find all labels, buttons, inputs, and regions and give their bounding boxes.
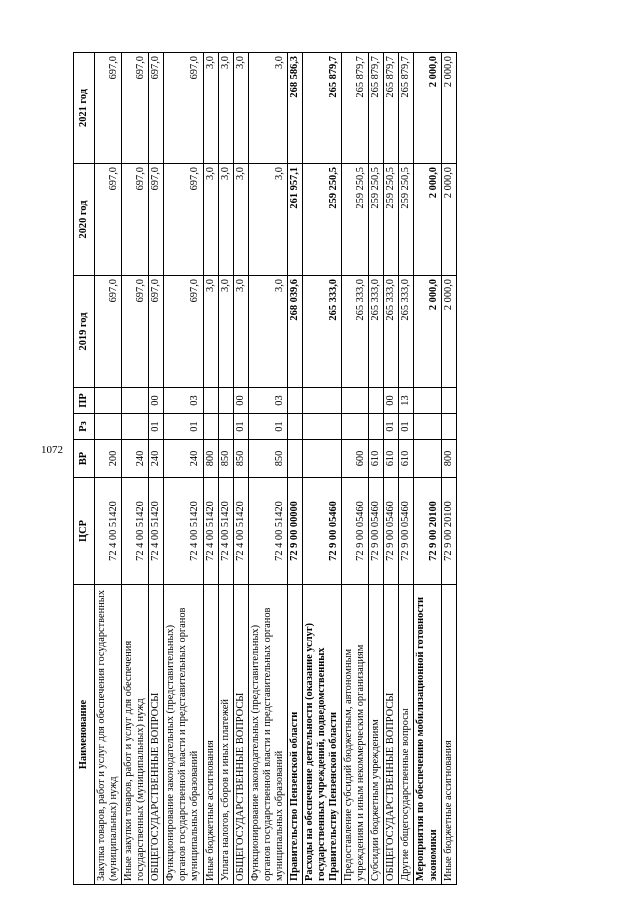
cell-2021: 3,0: [248, 53, 287, 164]
cell-2020: 3,0: [218, 164, 233, 276]
cell-name: Субсидии бюджетным учреждениям: [369, 585, 384, 885]
cell-vr: [302, 440, 341, 478]
cell-pr: [302, 388, 341, 414]
cell-vr: [287, 440, 302, 478]
cell-2021: 265 879,7: [384, 53, 399, 164]
cell-name: ОБЩЕГОСУДАРСТВЕННЫЕ ВОПРОСЫ: [384, 585, 399, 885]
cell-2019: 697,0: [122, 276, 149, 388]
cell-pr: [122, 388, 149, 414]
cell-vr: 610: [399, 440, 414, 478]
cell-name: Закупка товаров, работ и услуг для обеспечения государственных (муниципальных) нужд: [95, 585, 122, 885]
cell-name: Иные бюджетные ассигнования: [441, 585, 456, 885]
cell-pr: 00: [233, 388, 248, 414]
cell-2020: 259 250,5: [399, 164, 414, 276]
table-row: [203, 53, 218, 885]
cell-rz: 01: [233, 414, 248, 440]
cell-2019: 3,0: [233, 276, 248, 388]
cell-vr: 610: [384, 440, 399, 478]
cell-vr: 850: [248, 440, 287, 478]
cell-2020: 697,0: [122, 164, 149, 276]
cell-2021: 2 000,0: [441, 53, 456, 164]
cell-csr: 72 4 00 51420: [95, 478, 122, 585]
cell-rz: [302, 414, 341, 440]
cell-2021: 265 879,7: [302, 53, 341, 164]
table-row: [441, 53, 456, 885]
cell-rz: 01: [384, 414, 399, 440]
cell-2021: 3,0: [203, 53, 218, 164]
cell-2019: 2 000,0: [414, 276, 441, 388]
cell-pr: [342, 388, 369, 414]
cell-csr: 72 4 00 51420: [149, 478, 164, 585]
cell-pr: 13: [399, 388, 414, 414]
budget-table: [73, 52, 457, 885]
cell-2019: 265 333,0: [302, 276, 341, 388]
cell-pr: [287, 388, 302, 414]
table-row: [164, 53, 203, 885]
cell-pr: 03: [248, 388, 287, 414]
cell-2020: 697,0: [149, 164, 164, 276]
header-csr: ЦСР: [74, 478, 95, 585]
cell-2021: 265 879,7: [342, 53, 369, 164]
cell-name: Уплата налогов, сборов и иных платежей: [218, 585, 233, 885]
cell-name: Другие общегосударственные вопросы: [399, 585, 414, 885]
table-row: [233, 53, 248, 885]
cell-csr: 72 9 00 00000: [287, 478, 302, 585]
cell-csr: 72 9 00 05460: [369, 478, 384, 585]
cell-2020: 2 000,0: [414, 164, 441, 276]
table-row: [302, 53, 341, 885]
cell-2019: 265 333,0: [342, 276, 369, 388]
header-2021: 2021 год: [74, 53, 95, 164]
cell-name: ОБЩЕГОСУДАРСТВЕННЫЕ ВОПРОСЫ: [149, 585, 164, 885]
cell-rz: 01: [149, 414, 164, 440]
cell-vr: 200: [95, 440, 122, 478]
table-row: [122, 53, 149, 885]
cell-2020: 3,0: [233, 164, 248, 276]
cell-2020: 259 250,5: [369, 164, 384, 276]
cell-rz: [342, 414, 369, 440]
cell-2019: 3,0: [248, 276, 287, 388]
table-row: [369, 53, 384, 885]
cell-rz: [218, 414, 233, 440]
cell-2019: 697,0: [95, 276, 122, 388]
cell-rz: [287, 414, 302, 440]
cell-vr: 850: [233, 440, 248, 478]
cell-name: Правительство Пензенской области: [287, 585, 302, 885]
cell-csr: 72 4 00 51420: [122, 478, 149, 585]
cell-2019: 265 333,0: [369, 276, 384, 388]
cell-csr: 72 4 00 51420: [233, 478, 248, 585]
cell-pr: [95, 388, 122, 414]
table-row: [248, 53, 287, 885]
cell-2019: 265 333,0: [399, 276, 414, 388]
cell-name: Мероприятия по обеспечению мобилизационной готовности экономики: [414, 585, 441, 885]
header-name: Наименование: [74, 585, 95, 885]
cell-pr: 00: [149, 388, 164, 414]
cell-rz: [122, 414, 149, 440]
table-header-row: [74, 53, 95, 885]
cell-pr: 03: [164, 388, 203, 414]
cell-name: Расходы на обеспечение деятельности (оказание услуг) государственных учреждений, подведомственных Правительству Пензенской области: [302, 585, 341, 885]
cell-name: Иные закупки товаров, работ и услуг для обеспечения государственных (муниципальных) нужд: [122, 585, 149, 885]
cell-2019: 265 333,0: [384, 276, 399, 388]
table-row: [95, 53, 122, 885]
cell-2021: 265 879,7: [399, 53, 414, 164]
cell-name: Функционирование законодательных (представительных) органов государственной власти и представительных органов муниципальных образований: [248, 585, 287, 885]
header-rz: Рз: [74, 414, 95, 440]
table-row: [384, 53, 399, 885]
cell-pr: 00: [384, 388, 399, 414]
cell-2020: 259 250,5: [342, 164, 369, 276]
rotated-page-content: [73, 53, 593, 885]
cell-name: Иные бюджетные ассигнования: [203, 585, 218, 885]
cell-csr: 72 4 00 51420: [164, 478, 203, 585]
cell-2020: 697,0: [164, 164, 203, 276]
cell-pr: [369, 388, 384, 414]
cell-2020: 261 957,1: [287, 164, 302, 276]
cell-csr: 72 4 00 51420: [248, 478, 287, 585]
cell-2021: 265 879,7: [369, 53, 384, 164]
cell-name: Функционирование законодательных (представительных) органов государственной власти и представительных органов муниципальных образований: [164, 585, 203, 885]
table-body: [95, 53, 457, 885]
cell-2019: 697,0: [164, 276, 203, 388]
cell-rz: 01: [399, 414, 414, 440]
cell-rz: 01: [248, 414, 287, 440]
cell-csr: 72 4 00 51420: [218, 478, 233, 585]
cell-csr: 72 4 00 51420: [203, 478, 218, 585]
cell-csr: 72 9 00 05460: [399, 478, 414, 585]
cell-vr: 610: [369, 440, 384, 478]
cell-vr: 240: [149, 440, 164, 478]
header-pr: ПР: [74, 388, 95, 414]
cell-csr: 72 9 00 05460: [302, 478, 341, 585]
header-vr: ВР: [74, 440, 95, 478]
cell-rz: 01: [164, 414, 203, 440]
cell-pr: [203, 388, 218, 414]
cell-2019: 3,0: [203, 276, 218, 388]
cell-rz: [369, 414, 384, 440]
cell-vr: 240: [164, 440, 203, 478]
cell-2021: 697,0: [122, 53, 149, 164]
cell-vr: [414, 440, 441, 478]
cell-2021: 697,0: [164, 53, 203, 164]
cell-csr: 72 9 00 20100: [441, 478, 456, 585]
cell-2021: 3,0: [233, 53, 248, 164]
cell-rz: [441, 414, 456, 440]
cell-2020: 259 250,5: [302, 164, 341, 276]
table-row: [414, 53, 441, 885]
cell-rz: [414, 414, 441, 440]
cell-vr: 600: [342, 440, 369, 478]
cell-2021: 697,0: [95, 53, 122, 164]
cell-2020: 697,0: [95, 164, 122, 276]
cell-csr: 72 9 00 20100: [414, 478, 441, 585]
cell-pr: [414, 388, 441, 414]
table-row: [399, 53, 414, 885]
cell-name: ОБЩЕГОСУДАРСТВЕННЫЕ ВОПРОСЫ: [233, 585, 248, 885]
cell-vr: 850: [218, 440, 233, 478]
cell-2020: 3,0: [248, 164, 287, 276]
cell-csr: 72 9 00 05460: [342, 478, 369, 585]
cell-pr: [441, 388, 456, 414]
cell-2021: 268 586,3: [287, 53, 302, 164]
cell-2020: 259 250,5: [384, 164, 399, 276]
cell-2020: 2 000,0: [441, 164, 456, 276]
cell-2019: 268 039,6: [287, 276, 302, 388]
cell-2019: 697,0: [149, 276, 164, 388]
cell-2021: 697,0: [149, 53, 164, 164]
cell-2021: 3,0: [218, 53, 233, 164]
cell-name: Предоставление субсидий бюджетным, автономным учреждениям и иным некоммерческим организациям: [342, 585, 369, 885]
header-2020: 2020 год: [74, 164, 95, 276]
cell-2019: 2 000,0: [441, 276, 456, 388]
cell-2020: 3,0: [203, 164, 218, 276]
table-row: [342, 53, 369, 885]
cell-csr: 72 9 00 05460: [384, 478, 399, 585]
table-row: [149, 53, 164, 885]
header-2019: 2019 год: [74, 276, 95, 388]
page-number: 1072: [41, 444, 63, 456]
cell-2021: 2 000,0: [414, 53, 441, 164]
cell-pr: [218, 388, 233, 414]
cell-2019: 3,0: [218, 276, 233, 388]
cell-vr: 800: [441, 440, 456, 478]
cell-rz: [95, 414, 122, 440]
cell-vr: 240: [122, 440, 149, 478]
cell-rz: [203, 414, 218, 440]
table-row: [287, 53, 302, 885]
table-row: [218, 53, 233, 885]
cell-vr: 800: [203, 440, 218, 478]
